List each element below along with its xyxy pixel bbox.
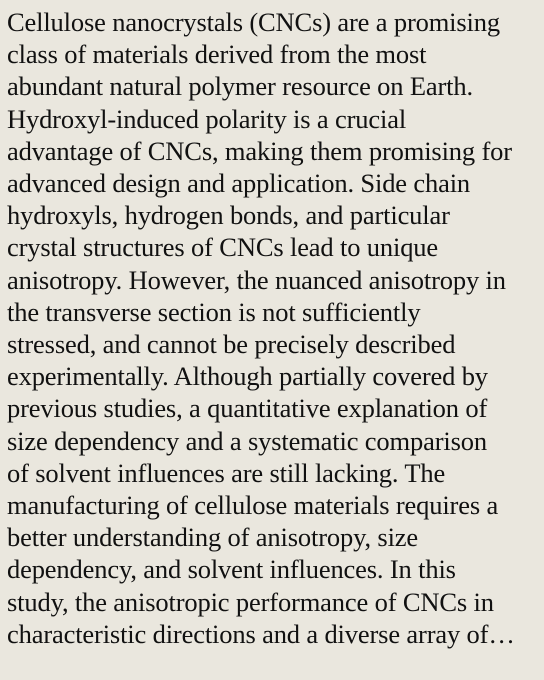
abstract-line-7: hydroxyls, hydrogen bonds, and particular xyxy=(7,200,450,231)
abstract-line-13: previous studies, a quantitative explanation of xyxy=(7,393,488,424)
abstract-line-10: the transverse section is not sufficiently xyxy=(7,296,421,327)
abstract-line-5: advantage of CNCs, making them promising for xyxy=(7,135,512,166)
abstract-line-3: abundant natural polymer resource on Earth. xyxy=(7,71,473,102)
abstract-line-17: better understanding of anisotropy, size xyxy=(7,522,419,553)
abstract-line-12: experimentally. Although partially covered by xyxy=(7,361,488,392)
abstract-line-1: Cellulose nanocrystals (CNCs) are a promising xyxy=(7,7,500,37)
abstract-line-11: stressed, and cannot be precisely described xyxy=(7,329,456,360)
abstract-line-4: Hydroxyl-induced polarity is a crucial xyxy=(7,103,407,134)
abstract-line-15: of solvent influences are still lacking. The xyxy=(7,457,446,488)
abstract-line-9: anisotropy. However, the nuanced anisotropy in xyxy=(7,264,506,295)
abstract-line-19: study, the anisotropic performance of CNCs in xyxy=(7,586,494,617)
abstract-line-16: manufacturing of cellulose materials requires a xyxy=(7,490,499,521)
abstract-line-14: size dependency and a systematic comparison xyxy=(7,425,487,456)
abstract-line-6: advanced design and application. Side chain xyxy=(7,168,471,199)
abstract-line-18: dependency, and solvent influences. In this xyxy=(7,554,456,585)
abstract-line-2: class of materials derived from the most xyxy=(7,39,427,70)
abstract-line-20: characteristic directions and a diverse array of… xyxy=(7,618,515,649)
abstract-line-8: crystal structures of CNCs lead to unique xyxy=(7,232,439,263)
